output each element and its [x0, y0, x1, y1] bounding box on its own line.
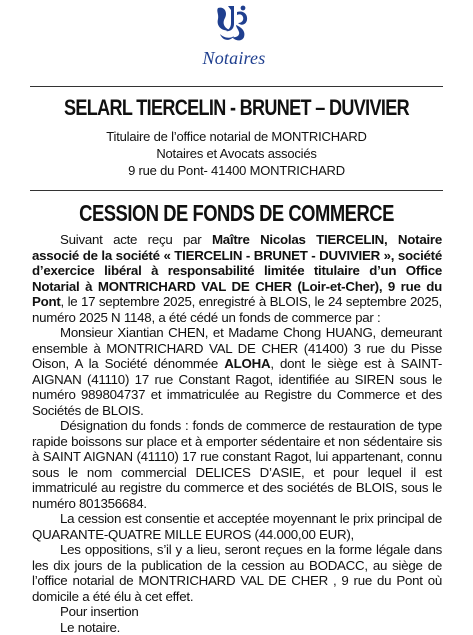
top-divider	[30, 86, 443, 87]
buyer-details: , dont le siège est à SAINT-AIGNAN (41110) 17 rue Constant Ragot, identifiée au SIREN sous le numéro 989804737 et immatriculée au Registre du Commerce et des Sociétés de BLOIS.	[32, 356, 442, 418]
deed-text: Suivant acte reçu par	[60, 232, 212, 247]
notice-body	[32, 232, 442, 635]
deed-paragraph	[32, 232, 442, 325]
business-description-paragraph: Désignation du fonds : fonds de commerce de restauration de type rapide boissons sur place et à emporter sédentaire et non sédentaire sis à SAINT AIGNAN (41110) 17 rue constant Ragot, lui appartenant, connu sous le nom commercial DELICES D’ASIE, et pour lequel il est immatriculé au registre du commerce et des sociétés de BLOIS, sous le numéro 801356684.	[32, 418, 442, 511]
middle-divider	[30, 190, 443, 191]
logo-wordmark: Notaires	[189, 48, 279, 69]
price-paragraph: La cession est consentie et acceptée moyennant le prix principal de QUARANTE-QUATRE MILLE EUROS (44.000,00 EUR),	[32, 511, 442, 542]
notaires-emblem-icon	[210, 4, 254, 44]
oppositions-paragraph: Les oppositions, s’il y a lieu, seront reçues en la forme légale dans les dix jours de la publication de la cession au BODACC, au siège de l’office notarial de MONTRICHARD VAL DE CHER , 9 rue du Pont où domicile a été élu à cet effet.	[32, 542, 442, 604]
notary-details: Maître Nicolas TIERCELIN, Notaire associé de la société « TIERCELIN - BRUNET - DUVIVIER », société d’exercice libéral à responsabilité limitée titulaire d’un Office Notarial à MONTRICHARD VAL DE CHER (Loir-et-Cher), 9 rue du Pont	[32, 232, 442, 309]
notaires-logo	[189, 4, 279, 70]
office-name: SELARL TIERCELIN - BRUNET – DUVIVIER	[43, 95, 431, 121]
notice-title: CESSION DE FONDS DE COMMERCE	[47, 200, 425, 227]
closing-insertion: Pour insertion	[32, 604, 442, 620]
parties-paragraph	[32, 325, 442, 418]
sellers-text: Monsieur Xiantian CHEN, et Madame Chong HUANG, demeurant ensemble à MONTRICHARD VAL DE CHER (41400) 3 rue du Pisse Oison, A la Société dénommée	[32, 325, 442, 371]
closing-signature: Le notaire.	[32, 620, 442, 635]
office-details	[0, 128, 473, 179]
buyer-company-name: ALOHA	[224, 356, 270, 371]
office-line: Notaires et Avocats associés	[0, 145, 473, 162]
office-line: 9 rue du Pont- 41400 MONTRICHARD	[0, 162, 473, 179]
office-line: Titulaire de l’office notarial de MONTRICHARD	[0, 128, 473, 145]
deed-registration: , le 17 septembre 2025, enregistré à BLOIS, le 24 septembre 2025, numéro 2025 N 1148, a été cédé un fonds de commerce par :	[32, 294, 442, 325]
